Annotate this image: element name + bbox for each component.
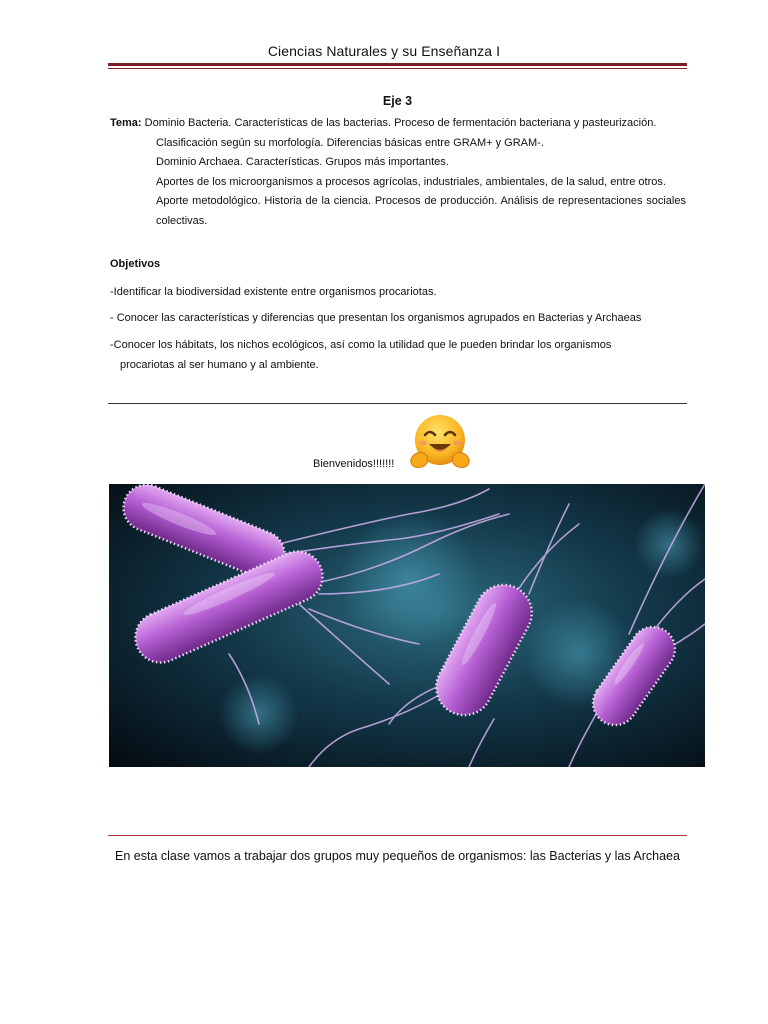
closing-text: En esta clase vamos a trabajar dos grupos muy pequeños de organismos: las Bacterias y las Archaea — [115, 849, 680, 863]
header-divider — [108, 63, 687, 69]
bacteria-image — [109, 484, 705, 767]
objetivo-item-3-line-2: procariotas al ser humano y al ambiente. — [120, 358, 319, 371]
hugging-face-icon — [409, 413, 471, 471]
objetivo-item-1: -Identificar la biodiversidad existente entre organismos procariotas. — [110, 286, 437, 298]
tema-line-4: Aportes de los microorganismos a procesos agrícolas, industriales, ambientales, de la salud, entre otros. — [156, 175, 666, 188]
objetivo-item-3-line-1: -Conocer los hábitats, los nichos ecológicos, así como la utilidad que le pueden brindar los organismos — [110, 339, 612, 351]
page-header-title: Ciencias Naturales y su Enseñanza I — [267, 43, 501, 59]
bacteria-illustration — [109, 484, 705, 767]
tema-block — [110, 114, 686, 231]
closing-divider — [108, 835, 687, 836]
tema-line-2: Clasificación según su morfología. Diferencias básicas entre GRAM+ y GRAM-. — [156, 136, 544, 149]
objetivo-item-3 — [110, 336, 686, 375]
tema-line-3: Dominio Archaea. Características. Grupos más importantes. — [156, 156, 449, 168]
section-title: Eje 3 — [382, 94, 413, 108]
objetivos-heading: Objetivos — [110, 258, 161, 270]
section-divider — [108, 403, 687, 404]
tema-label: Tema: — [110, 117, 142, 129]
tema-text-1: Dominio Bacteria. Características de las bacterias. Proceso de fermentación bacteriana y pasteurización. — [144, 117, 657, 129]
tema-line-5: Aporte metodológico. Historia de la ciencia. Procesos de producción. Análisis de representaciones sociales colectivas. — [156, 195, 686, 227]
objetivo-item-2: - Conocer las características y diferencias que presentan los organismos agrupados en Bacterias y Archaeas — [110, 312, 642, 324]
welcome-text: Bienvenidos!!!!!!! — [313, 458, 395, 470]
tema-line-1 — [110, 114, 686, 134]
